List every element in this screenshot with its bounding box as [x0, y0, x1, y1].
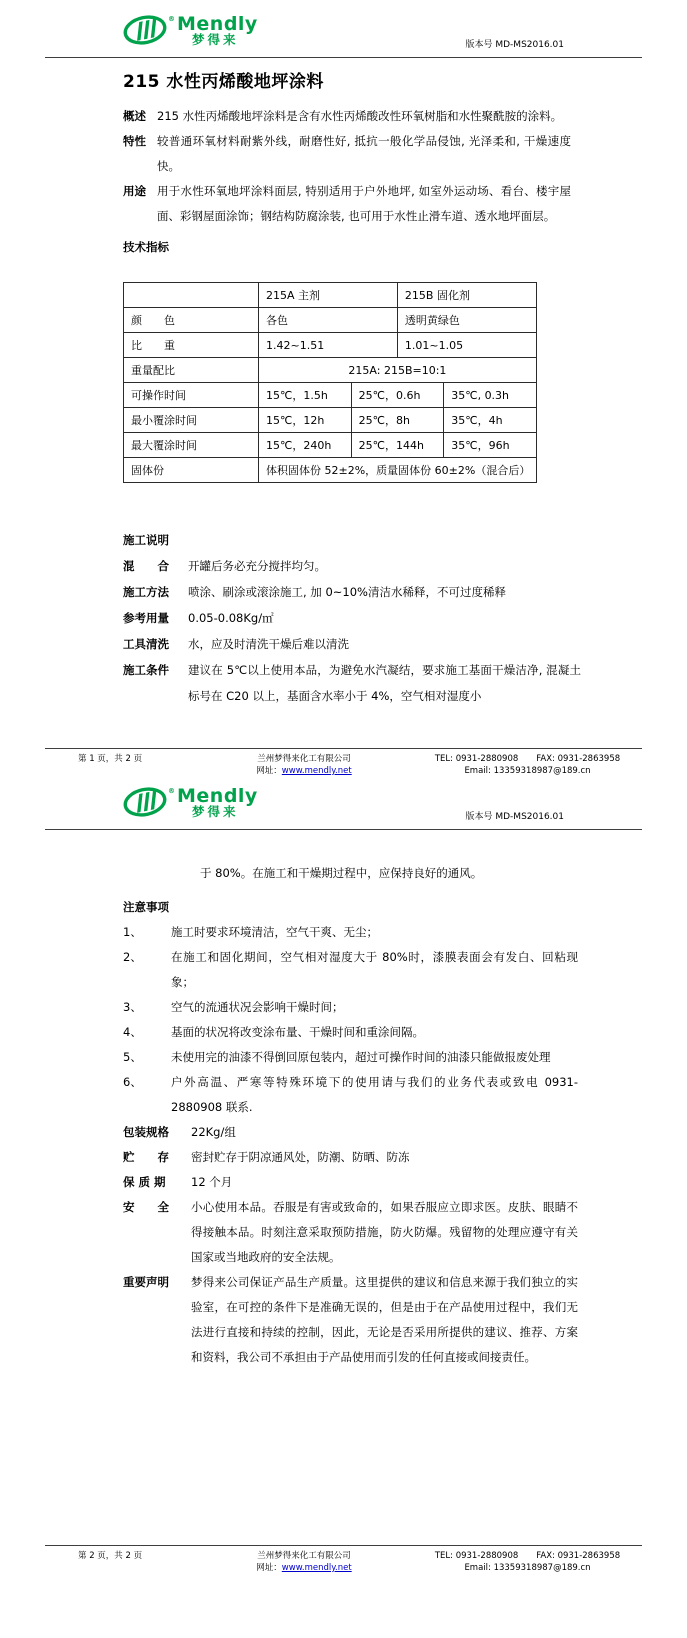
spec-value: 各色	[259, 308, 398, 333]
website-label: 网址：	[256, 1563, 282, 1573]
info-item-safety	[123, 1195, 578, 1270]
table-row-min-recoat	[124, 408, 537, 433]
item-text: 空气的流通状况会影响干燥时间；	[171, 1000, 344, 1014]
page-footer	[45, 1545, 642, 1574]
spec-value: 透明黄绿色	[397, 308, 536, 333]
page-number-label: 第 2 页，共 2 页	[78, 1551, 143, 1561]
item-number: 4、	[123, 1025, 142, 1039]
page-number-label: 第 1 页，共 2 页	[78, 754, 143, 764]
info-item-disclaimer	[123, 1270, 578, 1370]
spec-value: 体积固体份 52±2%，质量固体份 60±2%（混合后）	[259, 458, 537, 483]
precautions-heading: 注意事项	[123, 900, 169, 914]
item-label: 参考用量	[123, 611, 169, 625]
logo-brand-name: Mendly	[177, 785, 258, 807]
company-name: 兰州梦得来化工有限公司	[257, 754, 351, 764]
spec-value: 15℃，1.5h	[259, 383, 352, 408]
table-row-header	[124, 283, 537, 308]
item-text: 密封贮存于阴凉通风处，防潮、防晒、防冻	[191, 1150, 410, 1164]
footer-company-block	[195, 753, 413, 777]
info-item-storage	[123, 1145, 578, 1170]
item-label: 包装规格	[123, 1125, 169, 1139]
website-link[interactable]: www.mendly.net	[281, 1563, 352, 1573]
item-text: 未使用完的油漆不得倒回原包装内，超过可操作时间的油漆只能做报废处理	[171, 1050, 551, 1064]
version-label: 版本号 MD-MS2016.01	[465, 812, 564, 822]
spec-label: 颜 色	[124, 308, 259, 333]
item-text: 梦得来公司保证产品生产质量。这里提供的建议和信息来源于我们独立的实验室，在可控的条件下是准确无误的，但是由于在产品使用过程中，我们无法进行直接和持续的控制，因此，无论是否采用所提供的建议、推荐、方案和资料，我公司不承担由于产品使用而引发的任何直接或间接责任。	[191, 1275, 578, 1364]
table-row-ratio	[124, 358, 537, 383]
spec-label: 可操作时间	[124, 383, 259, 408]
construction-item-tool-cleaning	[123, 631, 581, 657]
precaution-item-3	[123, 995, 578, 1020]
precaution-item-6	[123, 1070, 578, 1120]
table-row-pot-life	[124, 383, 537, 408]
construction-heading: 施工说明	[123, 533, 169, 547]
item-label: 保 质 期	[123, 1175, 166, 1189]
item-text: 在施工和固化期间，空气相对湿度大于 80%时，漆膜表面会有发白、回粘现象；	[171, 950, 578, 989]
spec-value: 15℃，12h	[259, 408, 352, 433]
spec-label: 比 重	[124, 333, 259, 358]
section-label: 概述	[123, 109, 146, 123]
item-number: 3、	[123, 1000, 142, 1014]
logo-wordmark	[177, 15, 258, 46]
item-text: 户外高温、严寒等特殊环境下的使用请与我们的业务代表或致电 0931-2880908 联系.	[171, 1075, 578, 1114]
datasheet-page-2	[0, 780, 687, 1638]
item-text: 小心使用本品。吞服是有害或致命的，如果吞服应立即求医。皮肤、眼睛不得接触本品。时刻注意采取预防措施，防火防爆。残留物的处理应遵守有关国家或当地政府的安全法规。	[191, 1200, 578, 1264]
fax-label: FAX: 0931-2863958	[536, 754, 621, 764]
precaution-item-1	[123, 920, 578, 945]
tel-label: TEL: 0931-2880908	[434, 1551, 519, 1561]
construction-items	[0, 553, 687, 709]
info-item-shelf-life	[123, 1170, 578, 1195]
item-text: 0.05-0.08Kg/㎡	[188, 611, 274, 625]
logo-wordmark	[177, 787, 258, 818]
company-name: 兰州梦得来化工有限公司	[257, 1551, 351, 1561]
website-link[interactable]: www.mendly.net	[281, 766, 352, 776]
website-label: 网址：	[256, 766, 282, 776]
item-number: 5、	[123, 1050, 142, 1064]
construction-item-method	[123, 579, 581, 605]
precautions-list	[0, 920, 687, 1120]
datasheet-page-1	[0, 0, 687, 780]
precaution-item-5	[123, 1045, 578, 1070]
item-text: 22Kg/组	[191, 1125, 236, 1139]
section-text: 较普通环氧材料耐紫外线，耐磨性好, 抵抗一般化学品侵蚀, 光泽柔和, 干燥速度快。	[157, 134, 571, 173]
logo-chinese-name: 梦得来	[192, 32, 239, 47]
spec-value: 35℃, 0.3h	[444, 383, 537, 408]
spec-col-215a: 215A 主剂	[259, 283, 398, 308]
spec-value: 1.42~1.51	[259, 333, 398, 358]
spec-value: 25℃，8h	[351, 408, 444, 433]
registered-trademark-icon: ®	[168, 15, 175, 23]
item-label: 安 全	[123, 1200, 169, 1214]
item-text: 建议在 5℃以上使用本品，为避免水汽凝结，要求施工基面干燥洁净, 混凝土标号在 C20 以上，基面含水率小于 4%，空气相对湿度小	[188, 663, 581, 703]
logo-chinese-name: 梦得来	[192, 804, 239, 819]
footer-contact-block	[413, 1550, 642, 1574]
spec-value: 25℃，0.6h	[351, 383, 444, 408]
section-usage	[123, 179, 571, 229]
table-row-color	[124, 308, 537, 333]
precaution-item-2	[123, 945, 578, 995]
item-label: 混 合	[123, 559, 169, 573]
tech-spec-table	[123, 282, 537, 483]
item-text: 喷涂、刷涂或滚涂施工, 加 0~10%清洁水稀释，不可过度稀释	[188, 585, 506, 599]
item-number: 1、	[123, 925, 142, 939]
item-text: 施工时要求环境清洁，空气干爽、无尘；	[171, 925, 378, 939]
conditions-continuation-text: 于 80%。在施工和干燥期过程中，应保持良好的通风。	[200, 866, 483, 880]
registered-trademark-icon: ®	[168, 787, 175, 795]
table-row-max-recoat	[124, 433, 537, 458]
spec-value: 35℃，96h	[444, 433, 537, 458]
spec-value: 215A: 215B=10:1	[259, 358, 537, 383]
section-text: 用于水性环氧地坪涂料面层, 特别适用于户外地坪, 如室外运动场、看台、楼宇屋面、彩钢屋面涂饰；钢结构防腐涂装, 也可用于水性止滑车道、透水地坪面层。	[157, 184, 571, 223]
table-row-solids	[124, 458, 537, 483]
section-label: 特性	[123, 134, 146, 148]
spec-label: 固体份	[124, 458, 259, 483]
table-row-gravity	[124, 333, 537, 358]
footer-company-block	[195, 1550, 413, 1574]
spec-value: 1.01~1.05	[397, 333, 536, 358]
item-number: 6、	[123, 1075, 142, 1089]
construction-item-dosage	[123, 605, 581, 631]
page-title: 215 水性丙烯酸地坪涂料	[123, 72, 324, 92]
construction-item-conditions	[123, 657, 581, 709]
mendly-logo	[123, 15, 258, 46]
page-footer	[45, 748, 642, 777]
fax-label: FAX: 0931-2863958	[536, 1551, 621, 1561]
spec-value: 15℃，240h	[259, 433, 352, 458]
tech-spec-heading: 技术指标	[123, 240, 169, 254]
item-text: 开罐后务必充分搅拌均匀。	[188, 559, 326, 573]
spec-label: 最大覆涂时间	[124, 433, 259, 458]
spec-cell-empty	[124, 283, 259, 308]
mendly-logo-icon	[123, 787, 167, 817]
item-number: 2、	[123, 950, 142, 964]
mendly-logo	[123, 787, 258, 818]
spec-label: 重量配比	[124, 358, 259, 383]
section-overview	[123, 104, 571, 129]
item-label: 贮 存	[123, 1150, 169, 1164]
page-header	[45, 780, 642, 830]
spec-label: 最小覆涂时间	[124, 408, 259, 433]
item-text: 水，应及时清洗干燥后难以清洗	[188, 637, 349, 651]
section-features	[123, 129, 571, 179]
info-item-packaging	[123, 1120, 578, 1145]
logo-brand-name: Mendly	[177, 13, 258, 35]
construction-item-mixing	[123, 553, 581, 579]
item-label: 施工方法	[123, 585, 169, 599]
item-label: 工具清洗	[123, 637, 169, 651]
precaution-item-4	[123, 1020, 578, 1045]
section-label: 用途	[123, 184, 146, 198]
item-label: 施工条件	[123, 663, 169, 677]
intro-sections	[0, 104, 687, 229]
spec-value: 35℃，4h	[444, 408, 537, 433]
item-label: 重要声明	[123, 1275, 169, 1289]
item-text: 基面的状况将改变涂布量、干燥时间和重涂间隔。	[171, 1025, 424, 1039]
product-info-list	[0, 1120, 687, 1370]
item-text: 12 个月	[191, 1175, 233, 1189]
spec-col-215b: 215B 固化剂	[397, 283, 536, 308]
email-label: Email: 13359318987@189.cn	[464, 1563, 591, 1573]
section-text: 215 水性丙烯酸地坪涂料是含有水性丙烯酸改性环氧树脂和水性聚酰胺的涂料。	[157, 109, 563, 123]
mendly-logo-icon	[123, 15, 167, 45]
spec-value: 25℃，144h	[351, 433, 444, 458]
page-header	[45, 0, 642, 58]
email-label: Email: 13359318987@189.cn	[464, 766, 591, 776]
tel-label: TEL: 0931-2880908	[434, 754, 519, 764]
version-label: 版本号 MD-MS2016.01	[465, 40, 564, 50]
footer-contact-block	[413, 753, 642, 777]
